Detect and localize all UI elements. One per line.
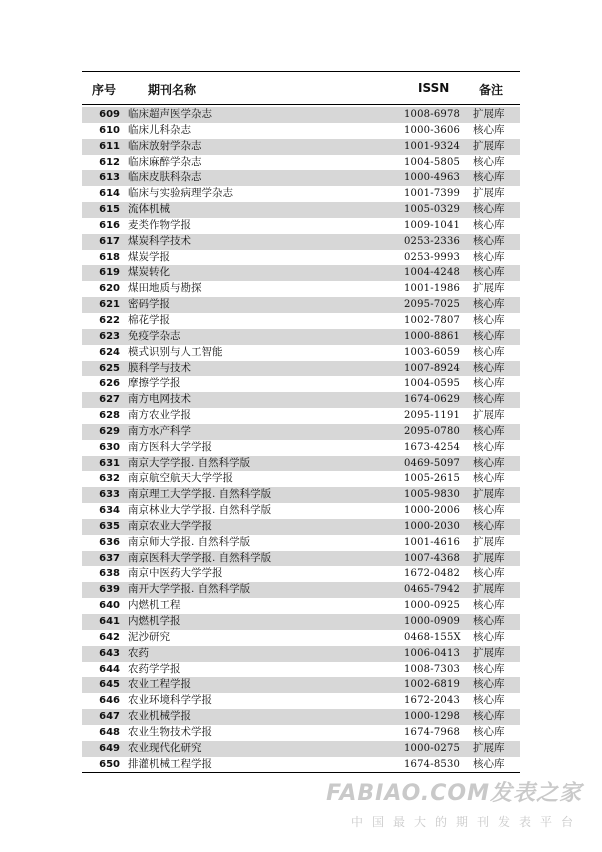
journal-issn: 1674-7968 [404,726,461,738]
journal-table [82,71,520,773]
journal-issn: 0465-7942 [404,584,461,596]
journal-name: 南京农业大学学报 [128,519,212,532]
journal-note: 核心库 [473,519,505,532]
journal-note: 扩展库 [473,583,505,596]
row-number: 630 [99,441,120,453]
table-row [82,487,520,503]
row-number: 639 [99,584,120,596]
header-rule [82,104,520,105]
journal-issn: 1005-9830 [404,489,461,501]
journal-issn: 2095-7025 [404,299,461,311]
journal-note: 核心库 [473,662,505,675]
journal-name: 农业机械学报 [128,710,191,723]
journal-name: 流体机械 [128,203,170,216]
journal-issn: 1008-6978 [404,109,461,120]
journal-name: 南京航空航天大学学报 [128,472,233,485]
row-number: 625 [99,362,120,374]
table-row [82,519,520,535]
journal-note: 核心库 [473,725,505,738]
journal-issn: 1672-2043 [404,695,461,707]
watermark-tagline: 中国最大的期刊发表平台 [350,815,582,829]
journal-name: 临床麻醉学杂志 [128,155,202,168]
table-row [82,265,520,281]
journal-issn: 1008-7303 [404,663,461,675]
journal-note: 核心库 [473,377,505,390]
journal-issn: 1001-1986 [404,283,461,295]
row-number: 621 [99,299,120,311]
journal-issn: 1004-0595 [404,378,461,390]
journal-issn: 1000-2006 [404,505,461,517]
row-number: 624 [99,346,120,358]
table-row [82,107,520,123]
table-row [82,155,520,171]
row-number: 638 [99,568,120,580]
journal-issn: 1000-2030 [404,520,461,532]
journal-name: 煤炭科学技术 [128,234,191,247]
journal-name: 模式识别与人工智能 [128,345,223,358]
row-number: 613 [99,172,120,184]
journal-note: 核心库 [473,630,505,643]
journal-name: 排灌机械工程学报 [128,757,212,770]
journal-note: 核心库 [473,329,505,342]
journal-issn: 1004-5805 [404,156,461,168]
journal-note: 核心库 [473,345,505,358]
journal-issn: 1000-1298 [404,711,461,723]
journal-issn: 0253-2336 [404,235,461,247]
table-row [82,139,520,155]
journal-issn: 1007-4368 [404,552,461,564]
table-row [82,551,520,567]
journal-note: 核心库 [473,567,505,580]
journal-issn: 1007-8924 [404,362,461,374]
journal-name: 农药 [128,646,149,659]
table-row [82,662,520,678]
table-row [82,361,520,377]
row-number: 633 [99,489,120,501]
journal-issn: 1000-0275 [404,742,461,754]
row-number: 626 [99,378,120,390]
journal-note: 核心库 [473,298,505,311]
journal-note: 扩展库 [473,409,505,422]
row-number: 649 [99,742,120,754]
row-number: 650 [99,758,120,770]
table-row [82,313,520,329]
journal-note: 核心库 [473,155,505,168]
journal-issn: 0469-5097 [404,457,461,469]
row-number: 628 [99,410,120,422]
journal-issn: 1001-4616 [404,536,461,548]
row-number: 646 [99,695,120,707]
journal-note: 核心库 [473,615,505,627]
journal-name: 煤田地质与勘探 [128,282,202,295]
journal-name: 免疫学杂志 [128,329,181,342]
journal-name: 南京大学学报. 自然科学版 [128,456,251,469]
row-number: 632 [99,473,120,485]
table-row [82,170,520,186]
header-no: 序号 [92,83,117,97]
table-row [82,535,520,551]
journal-issn: 1674-8530 [404,758,461,770]
table-row [82,630,520,646]
row-number: 614 [99,188,120,200]
journal-note: 扩展库 [473,551,505,564]
journal-note: 核心库 [473,218,505,231]
table-row [82,234,520,250]
journal-name: 南方电网技术 [128,393,191,406]
journal-note: 核心库 [473,313,505,326]
table-row [82,693,520,709]
journal-name: 南开大学学报. 自然科学版 [128,583,251,596]
journal-name: 煤炭转化 [128,266,170,279]
journal-note: 核心库 [473,456,505,469]
journal-issn: 1002-6819 [404,679,461,691]
journal-note: 核心库 [473,694,505,707]
journal-issn: 1000-0909 [404,616,461,627]
journal-name: 南京理工大学学报. 自然科学版 [128,488,272,501]
row-number: 610 [99,124,120,136]
journal-issn: 1000-8861 [404,330,461,342]
journal-name: 临床放射学杂志 [128,139,202,152]
row-number: 644 [99,663,120,675]
journal-issn: 1001-9324 [404,140,461,152]
table-row [82,202,520,218]
journal-note: 核心库 [473,599,505,612]
journal-name: 南京中医药大学学报 [128,567,223,580]
journal-note: 核心库 [473,250,505,263]
journal-note: 核心库 [473,266,505,279]
journal-note: 核心库 [473,234,505,247]
row-number: 643 [99,647,120,659]
row-number: 642 [99,631,120,643]
journal-note: 核心库 [473,361,505,374]
table-row [82,297,520,313]
journal-name: 农药学学报 [128,662,181,675]
journal-note: 扩展库 [473,535,505,548]
row-number: 627 [99,394,120,406]
table-row [82,566,520,582]
journal-note: 核心库 [473,440,505,453]
journal-issn: 1003-6059 [404,346,461,358]
journal-issn: 2095-0780 [404,425,461,437]
table-row [82,456,520,472]
journal-name: 摩擦学学报 [128,377,181,390]
journal-issn: 1001-7399 [404,188,461,200]
journal-issn: 1674-0629 [404,394,461,406]
journal-note: 扩展库 [473,187,505,200]
table-header [82,72,520,104]
journal-note: 核心库 [473,424,505,437]
table-row [82,709,520,725]
table-body [82,107,520,772]
journal-name: 南京师大学报. 自然科学版 [128,535,251,548]
journal-name: 南京林业大学学报. 自然科学版 [128,504,272,517]
journal-issn: 1673-4254 [404,441,461,453]
journal-note: 扩展库 [473,282,505,295]
row-number: 620 [99,283,120,295]
journal-note: 扩展库 [473,488,505,501]
row-number: 637 [99,552,120,564]
row-number: 615 [99,204,120,216]
table-row [82,329,520,345]
row-number: 616 [99,219,120,231]
journal-name: 农业现代化研究 [128,741,202,754]
table-row [82,598,520,614]
table-row [82,471,520,487]
journal-issn: 1000-4963 [404,172,461,184]
journal-name: 煤炭学报 [128,250,170,263]
journal-issn: 1000-3606 [404,124,461,136]
journal-note: 核心库 [473,203,505,216]
row-number: 635 [99,520,120,532]
row-number: 634 [99,505,120,517]
table-row [82,757,520,773]
journal-issn: 1672-0482 [404,568,461,580]
row-number: 612 [99,156,120,168]
journal-note: 核心库 [473,393,505,406]
journal-name: 内燃机学报 [128,615,181,627]
row-number: 640 [99,600,120,612]
row-number: 619 [99,267,120,279]
journal-name: 膜科学与技术 [128,361,191,374]
journal-name: 南方水产科学 [128,424,191,437]
row-number: 648 [99,726,120,738]
journal-name: 临床儿科杂志 [128,123,191,136]
table-row [82,186,520,202]
journal-issn: 1005-0329 [404,204,461,216]
header-note: 备注 [479,83,504,97]
row-number: 645 [99,679,120,691]
journal-name: 南京医科大学学报. 自然科学版 [128,551,272,564]
journal-note: 扩展库 [473,741,505,754]
row-number: 623 [99,330,120,342]
journal-name: 农业工程学报 [128,678,191,691]
journal-note: 扩展库 [473,108,505,120]
table-row [82,218,520,234]
table-row [82,725,520,741]
table-row [82,741,520,757]
journal-issn: 1004-4248 [404,267,461,279]
header-issn: ISSN [418,81,450,95]
row-number: 631 [99,457,120,469]
journal-issn: 2095-1191 [404,410,461,422]
journal-name: 临床超声医学杂志 [128,108,212,120]
row-number: 611 [99,140,120,152]
journal-name: 南方医科大学学报 [128,440,212,453]
table-row [82,345,520,361]
journal-note: 核心库 [473,123,505,136]
journal-note: 扩展库 [473,646,505,659]
journal-name: 内燃机工程 [128,599,181,612]
table-row [82,250,520,266]
journal-name: 南方农业学报 [128,409,191,422]
journal-issn: 1009-1041 [404,219,461,231]
journal-issn: 0468-155X [404,631,461,643]
watermark-brand: FABIAO.COM发表之家 [326,781,582,806]
journal-name: 泥沙研究 [128,630,170,643]
row-number: 641 [99,616,120,627]
watermark [326,776,582,830]
journal-note: 扩展库 [473,139,505,152]
journal-issn: 1005-2615 [404,473,461,485]
journal-name: 棉花学报 [128,313,170,326]
table-row [82,376,520,392]
table-row [82,392,520,408]
journal-name: 农业生物技术学报 [128,725,212,738]
journal-note: 核心库 [473,504,505,517]
table-row [82,646,520,662]
row-number: 647 [99,711,120,723]
journal-note: 核心库 [473,757,505,770]
journal-issn: 0253-9993 [404,251,461,263]
journal-name: 密码学报 [128,298,170,311]
row-number: 636 [99,536,120,548]
journal-issn: 1000-0925 [404,600,461,612]
row-number: 609 [99,109,120,120]
journal-issn: 1002-7807 [404,314,461,326]
table-row [82,281,520,297]
table-row [82,440,520,456]
table-row [82,614,520,630]
row-number: 617 [99,235,120,247]
row-number: 618 [99,251,120,263]
row-number: 622 [99,314,120,326]
table-row [82,677,520,693]
bottom-rule [82,772,520,773]
journal-note: 核心库 [473,710,505,723]
journal-name: 临床皮肤科杂志 [128,171,202,184]
table-row [82,123,520,139]
journal-note: 核心库 [473,171,505,184]
journal-issn: 1006-0413 [404,647,461,659]
table-row [82,408,520,424]
row-number: 629 [99,425,120,437]
journal-name: 麦类作物学报 [128,218,191,231]
table-row [82,503,520,519]
table-row [82,424,520,440]
header-name: 期刊名称 [148,83,197,97]
journal-name: 临床与实验病理学杂志 [128,187,233,200]
journal-note: 核心库 [473,678,505,691]
journal-note: 核心库 [473,472,505,485]
journal-name: 农业环境科学学报 [128,694,212,707]
table-row [82,582,520,598]
